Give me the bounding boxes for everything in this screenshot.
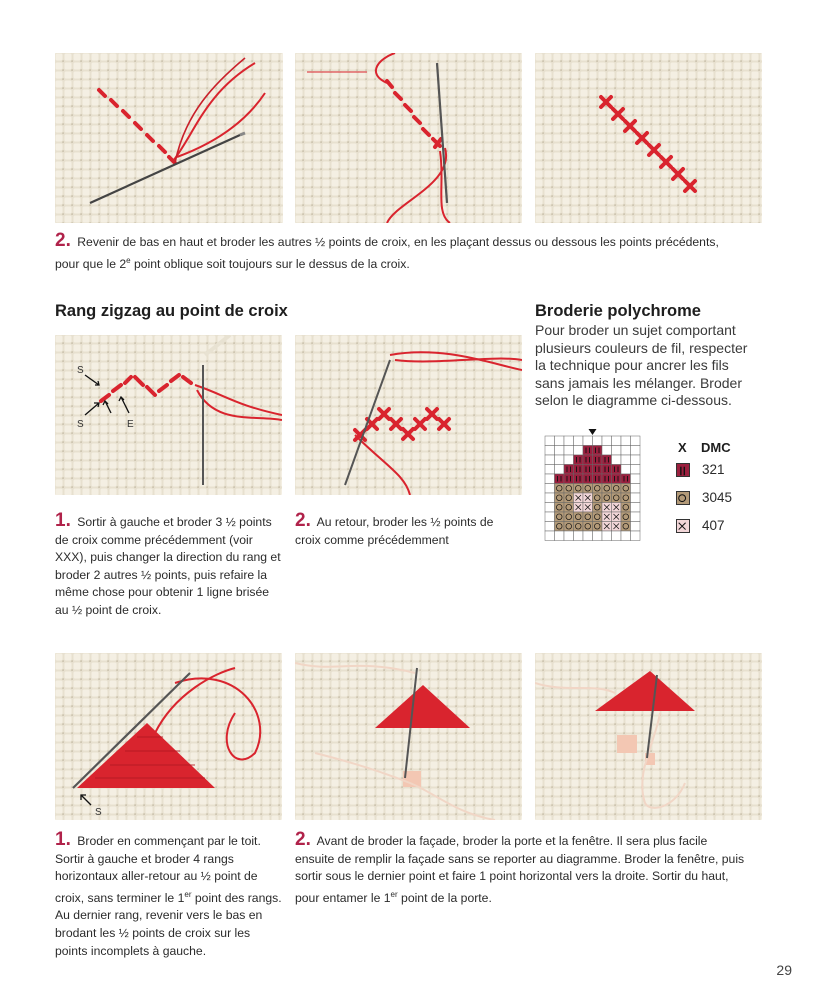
chart-cell bbox=[574, 455, 584, 465]
chart-cell bbox=[545, 522, 555, 532]
chart-cell bbox=[593, 455, 603, 465]
caption-text: point de la porte. bbox=[397, 890, 492, 905]
chart-cell bbox=[583, 446, 593, 456]
chart-cell bbox=[574, 446, 584, 456]
chart-cell bbox=[574, 484, 584, 494]
legend-col-dmc: DMC bbox=[701, 440, 731, 455]
chart-cell bbox=[612, 465, 622, 475]
chart-cell bbox=[631, 465, 641, 475]
caption-text: Avant de broder la façade, broder la porte et la fenêtre. Il sera plus facile ensuite de remplir la façade sans se reporter au diagramme. Broder la fenêtre, puis sortir sous le dernier point et faire 1 point horizontal vers la droite. Sortir du haut, pour entamer le 1 bbox=[295, 834, 745, 905]
chart-cell bbox=[631, 436, 641, 446]
caption-text: Au retour, broder les ½ points de croix comme précédemment bbox=[295, 515, 494, 547]
superscript: er bbox=[390, 889, 398, 899]
step-number: 1. bbox=[55, 510, 71, 531]
chart-cell bbox=[602, 484, 612, 494]
stitch-label-s: S bbox=[95, 807, 102, 818]
photo-door-window-1 bbox=[295, 653, 522, 820]
superscript: e bbox=[126, 255, 131, 265]
photo-zigzag-step2 bbox=[295, 335, 522, 495]
stitch-label-s: S bbox=[77, 419, 84, 430]
chart-cell bbox=[564, 531, 574, 541]
stitch-label-s: S bbox=[77, 365, 84, 376]
chart-cell bbox=[555, 436, 565, 446]
chart-cell bbox=[564, 436, 574, 446]
chart-cell bbox=[621, 465, 631, 475]
chart-cell bbox=[602, 531, 612, 541]
chart-cell bbox=[545, 465, 555, 475]
chart-cell bbox=[602, 446, 612, 456]
chart-cell bbox=[555, 465, 565, 475]
chart-cell bbox=[612, 455, 622, 465]
chart-cell bbox=[574, 531, 584, 541]
chart-cell bbox=[621, 531, 631, 541]
chart-cell bbox=[631, 455, 641, 465]
bottom-step2-caption bbox=[295, 829, 745, 907]
photo-zigzag-step1 bbox=[55, 335, 282, 495]
chart-cell bbox=[545, 474, 555, 484]
chart-cell bbox=[583, 465, 593, 475]
chart-cell bbox=[564, 503, 574, 513]
chart-cell bbox=[631, 493, 641, 503]
chart-cell bbox=[593, 446, 603, 456]
chart-cell bbox=[631, 512, 641, 522]
chart-cell bbox=[574, 436, 584, 446]
chart-cell bbox=[583, 484, 593, 494]
chart-cell bbox=[555, 522, 565, 532]
chart-cell bbox=[555, 446, 565, 456]
chart-cell bbox=[621, 474, 631, 484]
chart-cell bbox=[564, 474, 574, 484]
chart-cell bbox=[555, 512, 565, 522]
caption-text: Revenir de bas en haut et broder les autres ½ points de croix, en les plaçant dessus ou dessous les points précédents, bbox=[77, 235, 719, 249]
chart-cell bbox=[545, 512, 555, 522]
chart-cell bbox=[612, 446, 622, 456]
chart-cell bbox=[631, 474, 641, 484]
chart-cell bbox=[593, 484, 603, 494]
chart-cell bbox=[602, 493, 612, 503]
chart-cell bbox=[583, 531, 593, 541]
photo-half-cross-bottom-up-2 bbox=[295, 53, 522, 223]
chart-cell bbox=[564, 522, 574, 532]
stitch-label-e: E bbox=[127, 419, 134, 430]
chart-cell bbox=[574, 465, 584, 475]
legend-swatch-407 bbox=[676, 519, 690, 533]
chart-cell bbox=[602, 465, 612, 475]
bottom-step1-caption bbox=[55, 829, 283, 960]
chart-cell bbox=[631, 522, 641, 532]
chart-cell bbox=[545, 493, 555, 503]
caption-text: Broder en commençant par le toit. Sortir à gauche et broder 4 rangs horizontaux aller-retour au ½ point de croix, sans terminer le 1 bbox=[55, 834, 261, 905]
chart-cell bbox=[564, 455, 574, 465]
chart-cell bbox=[564, 446, 574, 456]
zigzag-step2-caption bbox=[295, 510, 510, 549]
chart-cell bbox=[555, 455, 565, 465]
legend-swatch-321 bbox=[676, 463, 690, 477]
chart-cell bbox=[602, 455, 612, 465]
photo-half-cross-completed bbox=[535, 53, 762, 223]
house-chart-grid bbox=[543, 424, 648, 541]
photo-door-window-2 bbox=[535, 653, 762, 820]
chart-cell bbox=[621, 446, 631, 456]
legend-code: 321 bbox=[702, 462, 725, 477]
chart-cell bbox=[545, 455, 555, 465]
polychrome-description: Pour broder un sujet comportant plusieurs couleurs de fil, respecter la technique pour ancrer les fils sans jamais les mélanger. Broder selon le diagramme ci-dessous. bbox=[535, 322, 748, 409]
chart-cell bbox=[621, 503, 631, 513]
chart-cell bbox=[621, 512, 631, 522]
chart-cell bbox=[555, 474, 565, 484]
center-marker bbox=[589, 429, 597, 435]
chart-cell bbox=[631, 484, 641, 494]
page-number: 29 bbox=[776, 962, 792, 978]
chart-cell bbox=[631, 531, 641, 541]
chart-cell bbox=[545, 484, 555, 494]
chart-cell bbox=[612, 531, 622, 541]
chart-cell bbox=[583, 522, 593, 532]
chart-cell bbox=[612, 474, 622, 484]
chart-cell bbox=[574, 512, 584, 522]
chart-cell bbox=[545, 446, 555, 456]
photo-half-cross-bottom-up-1 bbox=[55, 53, 283, 223]
superscript: er bbox=[184, 889, 192, 899]
chart-cell bbox=[612, 493, 622, 503]
chart-cell bbox=[564, 465, 574, 475]
legend-col-x: X bbox=[678, 440, 687, 455]
chart-cell bbox=[583, 474, 593, 484]
legend-code: 3045 bbox=[702, 490, 733, 505]
chart-cell bbox=[621, 484, 631, 494]
caption-text: Sortir à gauche et broder 3 ½ points de croix comme précédemment (voir XXX), puis changer la direction du rang et broder 2 autres ½ points, puis refaire la même chose pour obtenir 1 ligne brisée au ½ point de croix. bbox=[55, 515, 281, 617]
caption-text: pour que le 2 bbox=[55, 256, 127, 271]
chart-cell bbox=[593, 474, 603, 484]
chart-cell bbox=[545, 436, 555, 446]
legend-code: 407 bbox=[702, 518, 725, 533]
chart-cell bbox=[574, 522, 584, 532]
chart-cell bbox=[583, 512, 593, 522]
chart-cell bbox=[593, 436, 603, 446]
caption-text: point oblique soit toujours sur le dessus de la croix. bbox=[130, 256, 410, 271]
chart-cell bbox=[574, 474, 584, 484]
chart-cell bbox=[564, 484, 574, 494]
step-number: 2. bbox=[295, 510, 311, 531]
chart-cell bbox=[612, 436, 622, 446]
chart-cell bbox=[545, 531, 555, 541]
chart-cell bbox=[602, 436, 612, 446]
chart-cell bbox=[555, 484, 565, 494]
chart-cell bbox=[583, 455, 593, 465]
chart-cell bbox=[631, 503, 641, 513]
chart-cell bbox=[602, 474, 612, 484]
house-chart-diagram bbox=[543, 424, 648, 541]
chart-cell bbox=[621, 493, 631, 503]
chart-cell bbox=[545, 503, 555, 513]
step-number: 1. bbox=[55, 829, 71, 850]
chart-cell bbox=[593, 512, 603, 522]
chart-cell bbox=[583, 436, 593, 446]
chart-cell bbox=[621, 455, 631, 465]
chart-cell bbox=[555, 493, 565, 503]
chart-cell bbox=[593, 493, 603, 503]
chart-cell bbox=[631, 446, 641, 456]
chart-cell bbox=[621, 522, 631, 532]
chart-cell bbox=[612, 484, 622, 494]
caption-text: point des rangs. Au dernier rang, revenir vers le bas en brodant les ½ points de croix sur les points incomplets à gauche. bbox=[55, 890, 282, 958]
chart-cell bbox=[555, 503, 565, 513]
chart-cell bbox=[555, 531, 565, 541]
photo-roof-step1 bbox=[55, 653, 282, 820]
step-number: 2. bbox=[295, 829, 311, 850]
chart-cell bbox=[593, 531, 603, 541]
legend-swatch-3045 bbox=[676, 491, 690, 505]
section-title-polychrome: Broderie polychrome bbox=[535, 302, 701, 320]
top-step-caption bbox=[55, 230, 775, 273]
chart-cell bbox=[621, 436, 631, 446]
chart-cell bbox=[564, 493, 574, 503]
chart-cell bbox=[593, 522, 603, 532]
chart-cell bbox=[564, 512, 574, 522]
section-title-zigzag: Rang zigzag au point de croix bbox=[55, 302, 288, 320]
chart-cell bbox=[593, 503, 603, 513]
step-number: 2. bbox=[55, 230, 71, 251]
zigzag-step1-caption bbox=[55, 510, 285, 620]
chart-cell bbox=[593, 465, 603, 475]
